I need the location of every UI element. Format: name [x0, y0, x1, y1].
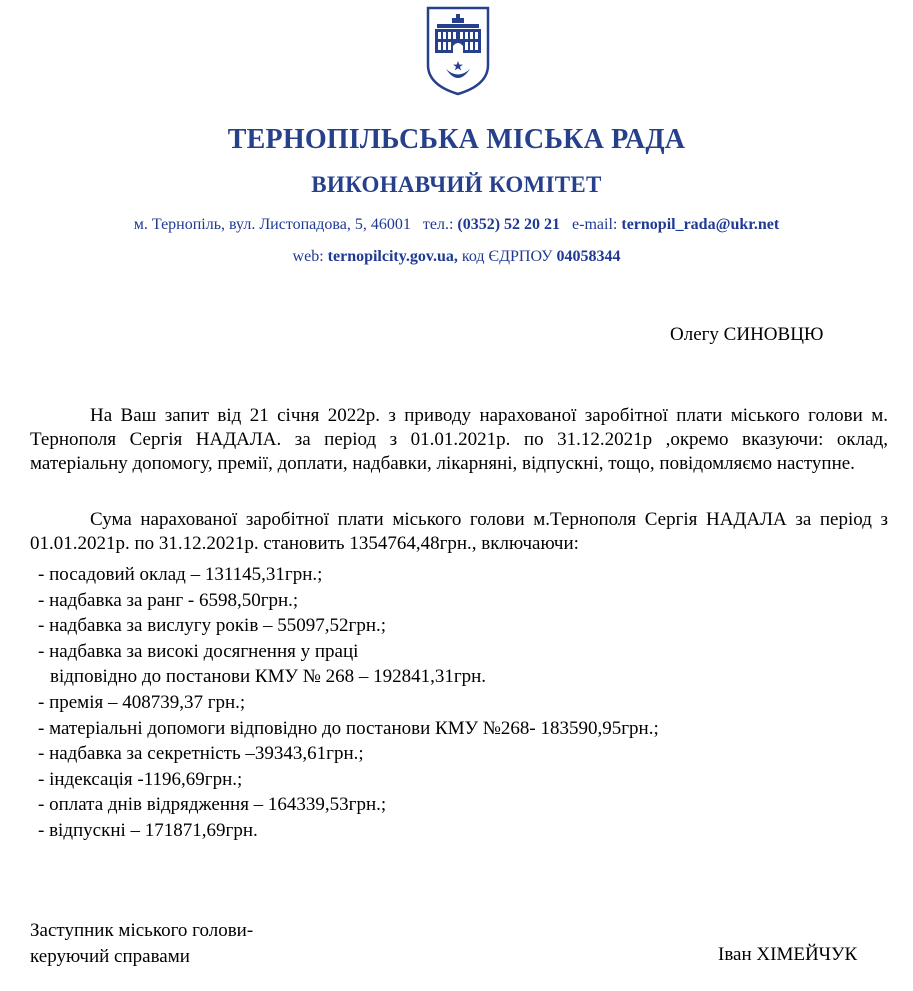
list-item: - індексація -1196,69грн.; [38, 768, 243, 790]
web-address: ternopilcity.gov.ua, [327, 248, 458, 265]
organization-name: ТЕРНОПІЛЬСЬКА МІСЬКА РАДА [227, 124, 686, 155]
list-item: - відпускні – 171871,69грн. [38, 819, 258, 841]
email-label: e-mail: [572, 216, 618, 233]
recipient-name: Олегу СИНОВЦЮ [670, 324, 824, 345]
body-paragraph-2: Сума нарахованої заробітної плати міського голови м.Тернополя Сергія НАДАЛА за період з 01.01.2021р. по 31.12.2021р. становить 1354764,48грн., включаючи: [30, 509, 888, 554]
body-paragraph-1: На Ваш запит від 21 січня 2022р. з приводу нарахованої заробітної плати міського голови м. Тернополя Сергія НАДАЛА. за період з 01.01.2021р. по 31.12.2021р ,окремо вказуючи: оклад, матеріальну допомогу, премії, доплати, надбавки, лікарняні, відпускні, тощо, повідомляємо наступне. [30, 405, 888, 474]
salary-breakdown-list [38, 562, 659, 844]
list-item: - матеріальні допомоги відповідно до постанови КМУ №268- 183590,95грн.; [38, 717, 659, 739]
committee-name: ВИКОНАВЧИЙ КОМІТЕТ [311, 172, 602, 197]
web-line [0, 248, 913, 266]
signatory-name: Іван ХІМЕЙЧУК [718, 944, 858, 965]
phone-label: тел.: [422, 216, 454, 233]
list-item: - премія – 408739,37 грн.; [38, 691, 246, 713]
list-item: - надбавка за вислугу років – 55097,52грн.; [38, 615, 387, 637]
list-item: - надбавка за ранг - 6598,50грн.; [38, 589, 299, 611]
edrpou-code: 04058344 [556, 248, 621, 265]
signatory-position-line-2: керуючий справами [30, 946, 190, 967]
list-item: - оплата днів відрядження – 164339,53грн.; [38, 794, 387, 816]
list-item: - надбавка за високі досягнення у праці [38, 640, 359, 662]
list-item: - надбавка за секретність –39343,61грн.; [38, 743, 364, 765]
ternopil-coat-of-arms-icon [425, 5, 491, 97]
signatory-position-line-1: Заступник міського голови- [30, 920, 254, 941]
signatory-position [30, 918, 253, 970]
address: м. Тернопіль, вул. Листопадова, 5, 46001 [133, 216, 411, 233]
contact-line [0, 216, 913, 234]
web-label: web: [292, 248, 324, 265]
email-address: ternopil_rada@ukr.net [621, 216, 780, 233]
list-item-continuation: відповідно до постанови КМУ № 268 – 192841,31грн. [50, 666, 487, 688]
list-item: - посадовий оклад – 131145,31грн.; [38, 564, 323, 585]
edrpou-label: код ЄДРПОУ [461, 248, 553, 265]
phone-number: (0352) 52 20 21 [457, 216, 561, 233]
